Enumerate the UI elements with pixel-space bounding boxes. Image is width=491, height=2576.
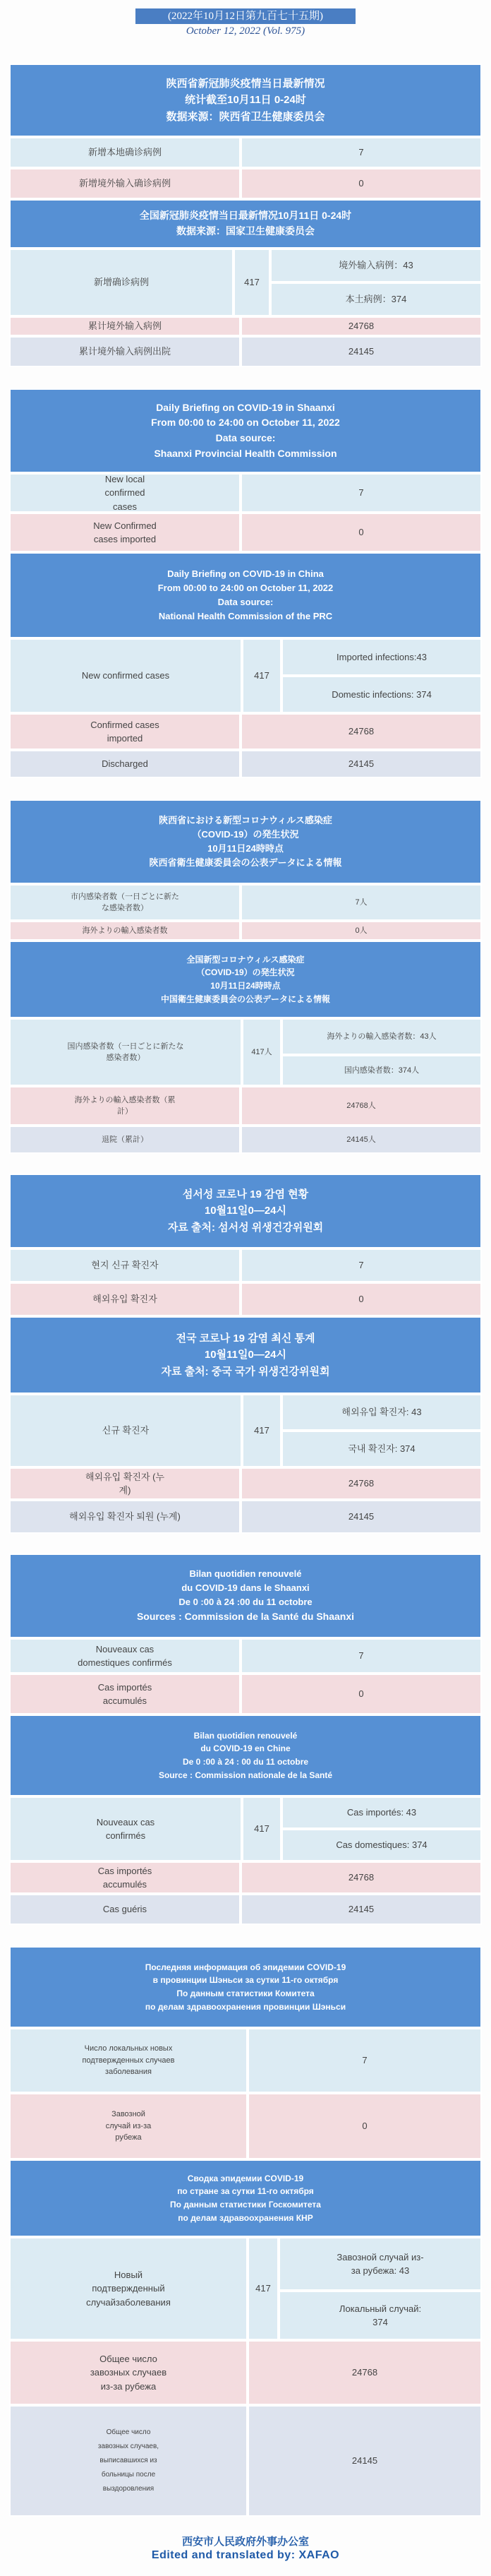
- section-title-line: По данным статистики Комитета: [176, 1988, 315, 1998]
- section-title-line: du COVID-19 en Chine: [200, 1743, 291, 1754]
- section-title-line: 섬서성 코로나 19 감염 현황: [182, 1188, 309, 1201]
- cn-cum-imported-label: 累计境外输入病例: [9, 316, 241, 336]
- row-local: [9, 884, 482, 921]
- row-local: [9, 1638, 482, 1674]
- fr-cum-discharged-label: Cas guéris: [9, 1894, 241, 1925]
- section-title-line: du COVID-19 dans le Shaanxi: [181, 1582, 310, 1594]
- fr-new-label: Nouveaux cas confirmés: [9, 1796, 242, 1861]
- kr-imported-val: 0: [241, 1282, 482, 1316]
- china-header: [9, 1316, 482, 1394]
- ru-local-label: Число локальных новых подтвержденных случаев заболевания: [9, 2028, 248, 2093]
- fr-new-local: Cas domestiques: 374: [281, 1829, 482, 1861]
- fr-new-imported: Cas importés: 43: [281, 1796, 482, 1829]
- row-cumulative-discharged: [9, 1500, 482, 1534]
- cn-cum-discharged-label: 累计境外输入病例出院: [9, 336, 241, 367]
- section-title-line: Сводка эпидемии COVID-19: [187, 2173, 304, 2183]
- section-title-line: Sources : Commission de la Santé du Shaanxi: [136, 1611, 355, 1623]
- section-title-line: （COVID-19）の発生状況: [196, 967, 295, 978]
- ru-cum-discharged-val: 24145: [248, 2405, 482, 2517]
- china-header: [9, 199, 482, 249]
- row-cumulative-discharged: [9, 1894, 482, 1925]
- section-title-line: From 00:00 to 24:00 on October 11, 2022: [157, 582, 334, 593]
- ru-new-label: Новый подтвержденный случайзаболевания: [9, 2237, 248, 2340]
- kr-new-label: 신규 확진자: [9, 1394, 242, 1467]
- cn-new-local: 本土病例：374: [270, 282, 482, 316]
- jp-local-val: 7人: [241, 884, 482, 921]
- fr-local-label: Nouveaux cas domestiques confirmés: [9, 1638, 241, 1674]
- fr-cum-imported-val: 24768: [241, 1861, 482, 1894]
- ru-cum-imported-label: Общее число завозных случаев из-за рубежа: [9, 2340, 248, 2405]
- section-title-line: 전국 코로나 19 감염 최신 통계: [176, 1332, 315, 1345]
- section-title-line: 10월11일0—24시: [204, 1349, 287, 1361]
- fr-new-total: 417: [242, 1796, 281, 1861]
- en-new-label: New confirmed cases: [9, 638, 242, 713]
- ru-imported-label: Завозной случай из-за рубежа: [9, 2093, 248, 2159]
- cn-new-total: 417: [234, 249, 270, 316]
- ru-new-total: 417: [248, 2237, 279, 2340]
- kr-cum-imported-label: 해외유입 확진자 (누계): [9, 1467, 241, 1500]
- section-title-line: 全国新冠肺炎疫情当日最新情况10月11日 0-24时: [139, 210, 352, 222]
- fr-cum-imported-label: Cas importés accumulés: [9, 1861, 241, 1894]
- ru-cum-imported-val: 24768: [248, 2340, 482, 2405]
- section-korean: [9, 1174, 482, 1534]
- section-title-line: Source : Commission nationale de la Santé: [158, 1770, 333, 1780]
- section-title-line: 자료 출처: 중국 국가 위생건강위원회: [161, 1365, 330, 1378]
- jp-imported-label: 海外よりの輸入感染者数: [9, 921, 241, 941]
- section-title-line: в провинции Шэньси за сутки 11-го октября: [152, 1975, 339, 1986]
- ru-new-imported: Завозной случай из-за рубежа: 43: [279, 2237, 482, 2291]
- row-new-confirmed: [9, 249, 482, 316]
- en-imported-val: 0: [241, 513, 482, 552]
- row-new-confirmed: [9, 2237, 482, 2340]
- row-new-confirmed: [9, 1394, 482, 1467]
- row-imported: [9, 1674, 482, 1715]
- section-title-line: 陝西省における新型コロナウィルス感染症: [159, 814, 332, 825]
- fr-cum-discharged-val: 24145: [241, 1894, 482, 1925]
- row-cumulative-discharged: [9, 1126, 482, 1154]
- footer-org-chinese: 西安市人民政府外事办公室: [181, 2536, 309, 2548]
- row-cumulative-imported: [9, 713, 482, 750]
- shaanxi-header: [9, 1554, 482, 1638]
- section-title-line: From 00:00 to 24:00 on October 11, 2022: [151, 417, 340, 429]
- fr-imported-val: 0: [241, 1674, 482, 1715]
- section-title-line: по стране за сутки 11-го октября: [177, 2186, 314, 2197]
- jp-cum-discharged-val: 24145人: [241, 1126, 482, 1154]
- section-title-line: De 0 :00 à 24 :00 du 11 octobre: [178, 1597, 313, 1608]
- en-new-imported: Imported infections:43: [281, 638, 482, 676]
- jp-local-label: 市内感染者数（一日ごとに新たな感染者数）: [9, 884, 241, 921]
- cn-imported-val: 0: [241, 168, 482, 199]
- en-local-val: 7: [241, 473, 482, 513]
- ru-cum-discharged-label: Общее число завозных случаев, выписавшихся из больницы после выздоровления: [9, 2405, 248, 2517]
- section-title-line: National Health Commission of the PRC: [158, 611, 333, 622]
- en-new-total: 417: [242, 638, 281, 713]
- china-header: [9, 941, 482, 1018]
- ru-imported-val: 0: [248, 2093, 482, 2159]
- jp-cum-imported-label: 海外よりの輸入感染者数（累計）: [9, 1086, 241, 1126]
- section-chinese: [9, 64, 482, 367]
- row-cumulative-imported: [9, 1467, 482, 1500]
- row-new-confirmed: [9, 1018, 482, 1086]
- section-title-line: 数据来源：陕西省卫生健康委员会: [166, 110, 325, 123]
- footer-credit: Edited and translated by: XAFAO: [151, 2549, 340, 2561]
- section-japanese: [9, 799, 482, 1154]
- fr-local-val: 7: [241, 1638, 482, 1674]
- section-title-line: Daily Briefing on COVID-19 in China: [167, 568, 324, 579]
- en-cum-imported-val: 24768: [241, 713, 482, 750]
- row-imported: [9, 1282, 482, 1316]
- cn-imported-label: 新增境外输入确诊病例: [9, 168, 241, 199]
- jp-cum-imported-val: 24768人: [241, 1086, 482, 1126]
- section-title-line: 数据来源：国家卫生健康委员会: [176, 225, 315, 237]
- row-cumulative-discharged: [9, 750, 482, 778]
- section-title-line: 10월11일0—24시: [204, 1205, 287, 1217]
- section-title-line: Data source:: [217, 597, 274, 607]
- section-title-line: Daily Briefing on COVID-19 in Shaanxi: [156, 401, 335, 413]
- china-header: [9, 1715, 482, 1796]
- section-title-line: Bilan quotidien renouvelé: [189, 1568, 302, 1579]
- kr-cum-discharged-label: 해외유입 확진자 퇴원 (누계): [9, 1500, 241, 1534]
- en-cum-discharged-label: Discharged: [9, 750, 241, 778]
- shaanxi-header: [9, 388, 482, 473]
- section-title-line: Shaanxi Provincial Health Commission: [154, 447, 337, 459]
- cn-local-label: 新增本地确诊病例: [9, 137, 241, 168]
- section-title-line: 全国新型コロナウィルス感染症: [186, 954, 305, 965]
- shaanxi-header: [9, 1174, 482, 1248]
- kr-imported-label: 해외유입 확진자: [9, 1282, 241, 1316]
- jp-new-imported: 海外よりの輸入感染者数：43人: [281, 1018, 482, 1055]
- en-cum-discharged-val: 24145: [241, 750, 482, 778]
- fr-imported-label: Cas importés accumulés: [9, 1674, 241, 1715]
- en-imported-label: New Confirmed cases imported: [9, 513, 241, 552]
- jp-new-local: 国内感染者数：374人: [281, 1055, 482, 1086]
- cn-new-imported: 境外输入病例：43: [270, 249, 482, 282]
- row-new-confirmed: [9, 638, 482, 713]
- row-new-confirmed: [9, 1796, 482, 1861]
- en-local-label: New local confirmed cases: [9, 473, 241, 513]
- section-title-line: по делам здравоохранения КНР: [178, 2212, 313, 2223]
- section-title-line: 10月11日24時時点: [210, 981, 281, 991]
- section-title-line: Bilan quotidien renouvelé: [193, 1730, 298, 1741]
- section-title-line: Data source:: [215, 432, 276, 443]
- jp-new-label: 国内感染者数（一日ごとに新たな感染者数）: [9, 1018, 242, 1086]
- cn-new-label: 新增确诊病例: [9, 249, 234, 316]
- section-title-line: 10月11日24時時点: [207, 843, 284, 854]
- kr-local-val: 7: [241, 1248, 482, 1282]
- section-title-line: 陕西省新冠肺炎疫情当日最新情况: [166, 78, 325, 90]
- row-local: [9, 473, 482, 513]
- issue-date-english: October 12, 2022 (Vol. 975): [186, 25, 305, 37]
- row-cumulative-imported: [9, 1861, 482, 1894]
- section-title-line: 陝西省衛生健康委員会の公表データによる情報: [149, 857, 342, 869]
- row-cumulative-discharged: [9, 336, 482, 367]
- section-french: [9, 1554, 482, 1925]
- section-russian: [9, 1946, 482, 2517]
- cn-cum-imported-val: 24768: [241, 316, 482, 336]
- row-imported: [9, 2093, 482, 2159]
- section-title-line: по делам здравоохранения провинции Шэньси: [145, 2001, 346, 2012]
- row-local: [9, 137, 482, 168]
- kr-new-local: 국내 확진자: 374: [281, 1431, 482, 1467]
- section-title-line: De 0 :00 à 24 : 00 du 11 octobre: [182, 1757, 309, 1767]
- jp-imported-val: 0人: [241, 921, 482, 941]
- section-title-line: 统计截至10月11日 0-24时: [185, 94, 306, 107]
- row-local: [9, 2028, 482, 2093]
- row-imported: [9, 168, 482, 199]
- cn-local-val: 7: [241, 137, 482, 168]
- en-cum-imported-label: Confirmed cases imported: [9, 713, 241, 750]
- en-new-local: Domestic infections: 374: [281, 676, 482, 713]
- kr-new-total: 417: [242, 1394, 281, 1467]
- shaanxi-header: [9, 64, 482, 137]
- kr-cum-imported-val: 24768: [241, 1467, 482, 1500]
- section-title-line: （COVID-19）の発生状況: [192, 828, 299, 840]
- row-imported: [9, 513, 482, 552]
- row-imported: [9, 921, 482, 941]
- row-cumulative-imported: [9, 316, 482, 336]
- china-header: [9, 2159, 482, 2237]
- section-title-line: 자료 출처: 섬서성 위생건강위원회: [167, 1221, 324, 1234]
- row-cumulative-discharged: [9, 2405, 482, 2517]
- jp-cum-discharged-label: 退院（累計）: [9, 1126, 241, 1154]
- section-english: [9, 388, 482, 778]
- row-cumulative-imported: [9, 1086, 482, 1126]
- kr-cum-discharged-val: 24145: [241, 1500, 482, 1534]
- row-local: [9, 1248, 482, 1282]
- cn-cum-discharged-val: 24145: [241, 336, 482, 367]
- kr-new-imported: 해외유입 확진자: 43: [281, 1394, 482, 1431]
- kr-local-label: 현지 신규 확진자: [9, 1248, 241, 1282]
- jp-new-total: 417人: [242, 1018, 281, 1086]
- section-title-line: 中国衛生健康委員会の公表データによる情報: [160, 994, 330, 1004]
- shaanxi-header: [9, 1946, 482, 2028]
- ru-new-local: Локальный случай: 374: [279, 2291, 482, 2340]
- shaanxi-header: [9, 799, 482, 884]
- china-header: [9, 552, 482, 638]
- section-title-line: Последняя информация об эпидемии COVID-19: [145, 1962, 346, 1972]
- issue-date-banner: (2022年10月12日第九百七十五期): [135, 8, 356, 24]
- ru-local-val: 7: [248, 2028, 482, 2093]
- section-title-line: По данным статистики Госкомитета: [170, 2200, 321, 2210]
- row-cumulative-imported: [9, 2340, 482, 2405]
